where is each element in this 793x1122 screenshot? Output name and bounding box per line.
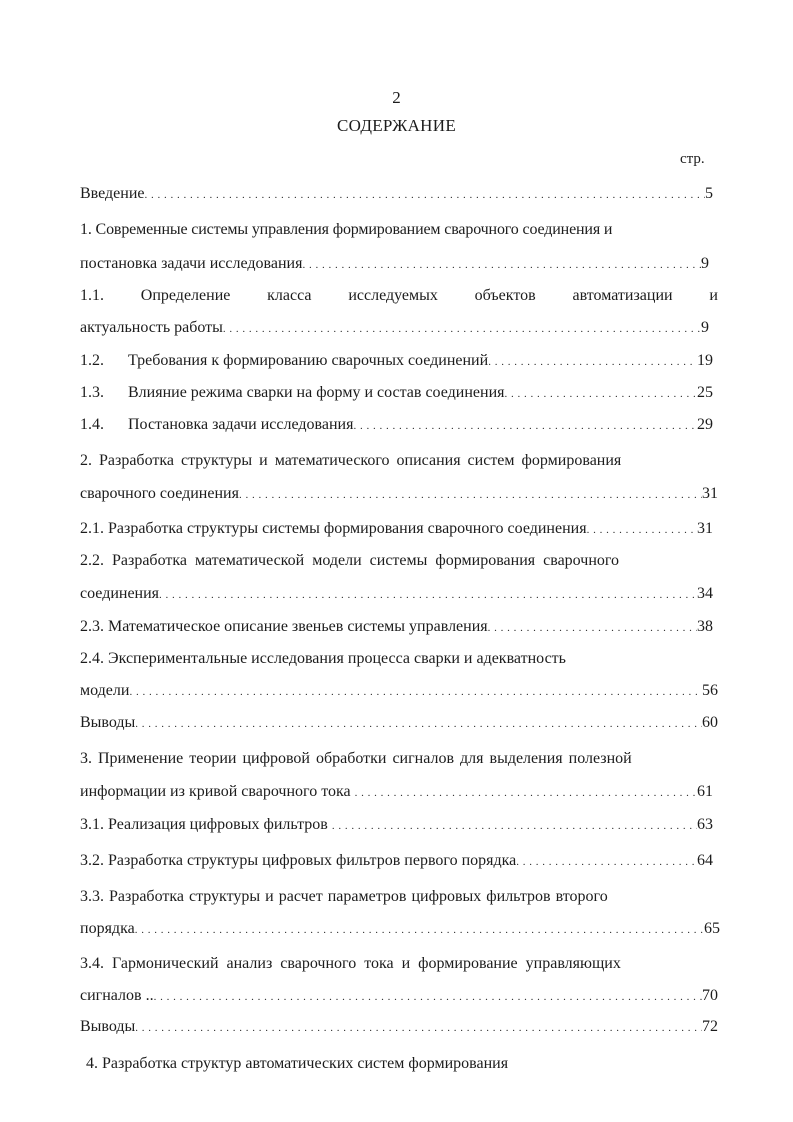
toc-entry-s3-3-line2 (80, 918, 720, 940)
toc-entry-text: 2.3. Математическое описание звеньев системы управления (80, 618, 488, 635)
toc-page-number: 31 (702, 485, 718, 502)
toc-page-number: 25 (697, 384, 713, 401)
toc-entry-s3-2 (80, 850, 713, 872)
toc-word: исследуемых (348, 287, 438, 304)
toc-entry-s3-conclusions (80, 1016, 718, 1038)
toc-entry-text: соединения (80, 585, 160, 602)
toc-entry-number: 1.4. (80, 416, 104, 433)
toc-entry-number: 1.2. (80, 352, 104, 369)
toc-entry-s1-2 (80, 350, 713, 372)
toc-entry-s2-3 (80, 616, 713, 638)
leader-dots (332, 814, 697, 836)
toc-page-number: 19 (697, 352, 713, 369)
toc-entry-s1-1-line1 (80, 285, 718, 307)
toc-page-number: 34 (697, 585, 713, 602)
toc-entry-s2-1 (80, 518, 713, 540)
toc-entry-s2-line1: 2. Разработка структуры и математического описания систем формирования (80, 452, 622, 469)
toc-page-number: 65 (704, 920, 720, 937)
leader-dots (159, 583, 697, 605)
leader-dots (223, 317, 701, 339)
toc-entry-s3-line1: 3. Применение теории цифровой обработки сигналов для выделения полезной (80, 750, 632, 767)
toc-entry-text: Введение (80, 185, 145, 202)
page-column-label: стр. (680, 151, 705, 167)
toc-entry-s2-2-line2 (80, 583, 713, 605)
toc-word: объектов (474, 287, 536, 304)
leader-dots (129, 680, 702, 702)
leader-dots (355, 781, 697, 803)
toc-entry-text: актуальность работы (80, 319, 223, 336)
leader-dots (488, 616, 697, 638)
toc-page-number: 31 (697, 520, 713, 537)
toc-page-number: 9 (701, 319, 709, 336)
toc-page-number: 9 (701, 255, 709, 272)
toc-entry-s3-1 (80, 814, 713, 836)
toc-word: 1.1. (80, 287, 104, 304)
toc-entry-s3-4-line2 (80, 985, 718, 1007)
toc-entry-s1-1-line2 (80, 317, 709, 339)
toc-word: автоматизации (572, 287, 673, 304)
toc-entry-text: Выводы (80, 714, 136, 731)
page-number: 2 (392, 88, 401, 107)
toc-entry-text: 3.2. Разработка структуры цифровых фильтров первого порядка (80, 852, 517, 869)
leader-dots (239, 483, 702, 505)
toc-word: и (709, 287, 718, 304)
leader-dots (587, 518, 697, 540)
toc-page-number: 60 (702, 714, 718, 731)
toc-entry-text: Постановка задачи исследования (128, 416, 354, 433)
toc-page-number: 63 (697, 816, 713, 833)
leader-dots (302, 253, 701, 275)
leader-dots (135, 1016, 702, 1038)
toc-entry-text: порядка (80, 920, 135, 937)
toc-word: класса (267, 287, 312, 304)
toc-page-number: 64 (697, 852, 713, 869)
page-title: СОДЕРЖАНИЕ (336, 116, 457, 135)
toc-entry-text: 3.1. Реализация цифровых фильтров (80, 816, 332, 833)
leader-dots (504, 382, 697, 404)
leader-dots (488, 350, 697, 372)
toc-entry-text: постановка задачи исследования (80, 255, 303, 272)
toc-page-number: 72 (702, 1018, 718, 1035)
toc-entry-text: информации из кривой сварочного тока (80, 783, 355, 800)
leader-dots (154, 985, 702, 1007)
toc-entry-s1-3 (80, 382, 713, 404)
toc-page-number: 5 (705, 185, 713, 202)
toc-entry-s2-4-line2 (80, 680, 718, 702)
leader-dots (135, 918, 704, 940)
toc-entry-text: сигналов .. (80, 987, 154, 1004)
toc-page-number: 38 (697, 618, 713, 635)
toc-entry-s2-conclusions (80, 712, 718, 734)
toc-entry-s2-2-line1: 2.2. Разработка математической модели системы формирования сварочного (80, 552, 620, 569)
toc-entry-number: 1.3. (80, 384, 104, 401)
toc-entry-intro (80, 183, 713, 205)
leader-dots (516, 850, 697, 872)
leader-dots (135, 712, 702, 734)
toc-page-number: 70 (702, 987, 718, 1004)
toc-entry-text: 2.1. Разработка структуры системы формирования сварочного соединения (80, 520, 587, 537)
toc-word: Определение (140, 287, 231, 304)
toc-entry-s3-3-line1: 3.3. Разработка структуры и расчет параметров цифровых фильтров второго (80, 888, 608, 905)
toc-page-number: 56 (702, 682, 718, 699)
toc-page-number: 61 (697, 783, 713, 800)
toc-entry-s1-line1: 1. Современные системы управления формированием сварочного соединения и (80, 221, 613, 238)
toc-entry-text: Требования к формированию сварочных соединений (128, 352, 489, 369)
toc-entry-text: Влияние режима сварки на форму и состав соединения (128, 384, 505, 401)
toc-entry-text: Выводы (80, 1018, 136, 1035)
toc-entry-s1-line2 (80, 253, 709, 275)
leader-dots (145, 183, 706, 205)
leader-dots (353, 414, 697, 436)
toc-entry-s2-4-line1: 2.4. Экспериментальные исследования процесса сварки и адекватность (80, 650, 566, 667)
toc-entry-s3-line2 (80, 781, 713, 803)
toc-entry-text: модели (80, 682, 130, 699)
toc-entry-text: сварочного соединения (80, 485, 239, 502)
toc-entry-s1-4 (80, 414, 713, 436)
toc-entry-s3-4-line1: 3.4. Гармонический анализ сварочного тока и формирование управляющих (80, 955, 621, 972)
toc-entry-s2-line2 (80, 483, 718, 505)
toc-entry-s4-line1: 4. Разработка структур автоматических систем формирования (86, 1055, 509, 1072)
toc-page-number: 29 (697, 416, 713, 433)
